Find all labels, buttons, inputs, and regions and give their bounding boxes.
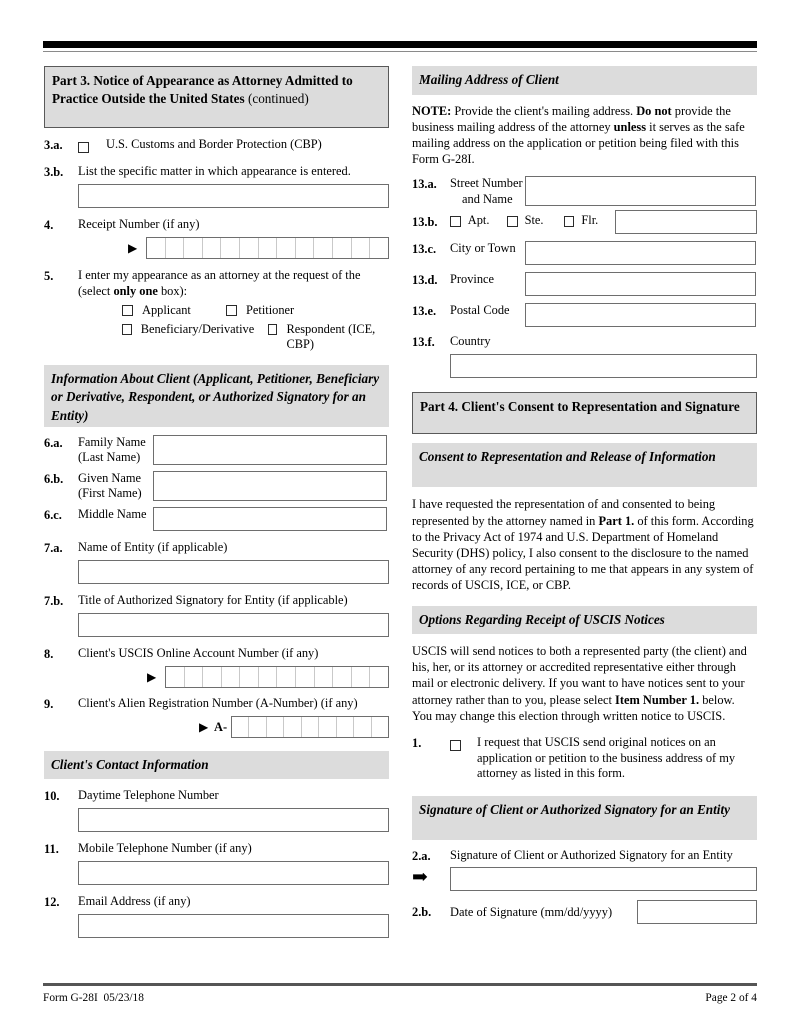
item-2a-number: 2.a. (412, 848, 431, 863)
item-6b-input[interactable] (153, 471, 387, 501)
item-6c-number: 6.c. (44, 507, 62, 522)
item-13f-number: 13.f. (412, 335, 435, 350)
item-6a-label (78, 435, 153, 466)
item-13b-number: 13.b. (412, 215, 438, 230)
checkbox-send-original-notices[interactable] (450, 740, 461, 751)
checkbox-apt[interactable] (450, 216, 461, 227)
item-13b-option-ste: Ste. (524, 213, 544, 228)
consent-body (412, 496, 757, 593)
item-5-label-bold: only one (113, 283, 158, 298)
item-8-input-row (147, 666, 389, 688)
item-3a-label: U.S. Customs and Border Protection (CBP) (106, 137, 322, 151)
item-6b-number: 6.b. (44, 471, 64, 486)
footer (43, 992, 757, 1004)
item-10-row (44, 788, 389, 804)
contact-info-header: Client's Contact Information (44, 751, 389, 780)
item-7a-input[interactable] (78, 560, 389, 584)
item-3b-input[interactable] (78, 184, 389, 208)
note-bold-1: NOTE: (412, 103, 452, 118)
part4-item-1-label: I request that USCIS send original notices on an application or petition to the business address of my attorney as listed in this form. (477, 735, 736, 781)
item-7b-number: 7.b. (44, 593, 64, 608)
part4-item-1-number: 1. (412, 736, 422, 751)
signature-header: Signature of Client or Authorized Signatory for an Entity (412, 796, 757, 840)
item-9-label: Client's Alien Registration Number (A-Number) (if any) (78, 695, 358, 710)
part4-header: Part 4. Client's Consent to Representation and Signature (412, 392, 757, 434)
item-2a-signature-input[interactable] (450, 867, 757, 891)
item-6c-input[interactable] (153, 507, 387, 531)
options-notices-body (412, 643, 757, 724)
item-3a-row (44, 137, 389, 157)
item-13d-row (412, 272, 757, 296)
item-13f-row (412, 334, 757, 350)
item-5-row (44, 268, 389, 299)
note-bold-2: Do not (636, 103, 672, 118)
footer-page-label: Page 2 of 4 (705, 992, 757, 1004)
item-13d-label: Province (450, 272, 495, 287)
item-5-option-applicant: Applicant (142, 303, 191, 317)
item-13b-option-flr: Flr. (581, 213, 599, 228)
item-7a-row (44, 540, 389, 556)
checkbox-cbp[interactable] (78, 142, 89, 153)
item-7a-label: Name of Entity (if applicable) (78, 539, 228, 554)
item-3b-number: 3.b. (44, 165, 64, 179)
footer-form-info (43, 992, 144, 1004)
item-13c-input[interactable] (525, 241, 756, 265)
triangle-arrow-icon-item9: ▶ (199, 719, 209, 734)
item-13a-label-line1: Street Number (450, 176, 523, 191)
item-11-row (44, 841, 389, 857)
item-13e-input[interactable] (525, 303, 756, 327)
item-13a-label (450, 176, 525, 207)
item-7b-label: Title of Authorized Signatory for Entity (if applicable) (78, 592, 348, 607)
item-13c-row (412, 241, 757, 265)
item-2a-row (412, 848, 757, 864)
item-2b-date-input[interactable] (637, 900, 757, 924)
item-5-option-respondent: Respondent (ICE, CBP) (286, 321, 376, 351)
part3-header (44, 66, 389, 128)
item-6c-label: Middle Name (78, 506, 147, 521)
item-7a-number: 7.a. (44, 540, 63, 555)
item-2b-label: Date of Signature (mm/dd/yyyy) (450, 904, 613, 919)
note-text-1: Provide the client's mailing address. (451, 103, 637, 118)
item-9-row (44, 696, 389, 712)
options-notices-header: Options Regarding Receipt of USCIS Notices (412, 606, 757, 635)
item-13f-input[interactable] (450, 354, 757, 378)
item-5-label (78, 268, 383, 299)
item-5-number: 5. (44, 269, 54, 283)
note-text-2: provide the business mailing address of the attorney (412, 103, 731, 134)
checkbox-respondent[interactable] (268, 324, 278, 335)
item-6a-input[interactable] (153, 435, 387, 465)
item-9-alien-number-input[interactable] (231, 716, 389, 738)
checkbox-beneficiary-derivative[interactable] (122, 324, 132, 335)
item-10-label: Daytime Telephone Number (78, 788, 219, 802)
item-5-options-row2 (122, 322, 389, 353)
item-13d-number: 13.d. (412, 273, 438, 288)
mailing-address-note (412, 103, 757, 168)
item-6a-row (44, 435, 389, 466)
footer-rule (43, 983, 757, 986)
consent-header: Consent to Representation and Release of Information (412, 443, 757, 487)
checkbox-petitioner[interactable] (226, 305, 237, 316)
triangle-arrow-icon-item4: ▶ (128, 241, 138, 255)
item-13b-input[interactable] (615, 210, 757, 234)
item-7b-input[interactable] (78, 613, 389, 637)
item-4-label: Receipt Number (if any) (78, 217, 200, 231)
item-13b-row (412, 213, 757, 234)
item-7b-row (44, 593, 389, 609)
item-9-input-row (199, 716, 389, 738)
item-4-input-row (128, 237, 389, 259)
item-6b-label (78, 471, 153, 502)
item-13e-row (412, 303, 757, 327)
item-6a-label-line2: (Last Name) (78, 450, 141, 464)
item-12-number: 12. (44, 895, 60, 909)
item-13a-row (412, 176, 757, 207)
right-column (412, 66, 757, 924)
item-13c-label: City or Town (450, 241, 516, 256)
item-6b-label-line1: Given Name (78, 470, 141, 485)
item-13e-label: Postal Code (450, 303, 510, 318)
item-3a-number: 3.a. (44, 138, 63, 152)
item-13a-number: 13.a. (412, 177, 437, 192)
item-8-number: 8. (44, 646, 54, 661)
item-2b-row (412, 900, 757, 924)
item-9-number: 9. (44, 696, 54, 711)
item-5-options-row1 (122, 303, 389, 319)
item-6b-row (44, 471, 389, 502)
item-13b-option-apt: Apt. (467, 213, 490, 228)
footer-form-date: 05/23/18 (103, 992, 144, 1004)
consent-body-1: I have requested the representation of and consented to being represented by the attorney named in (412, 497, 716, 528)
item-6a-number: 6.a. (44, 435, 63, 450)
item-4-row (44, 217, 389, 233)
item-12-label: Email Address (if any) (78, 894, 191, 908)
client-info-header: Information About Client (Applicant, Petitioner, Beneficiary or Derivative, Respondent, or Authorized Signatory for an Entity) (44, 365, 389, 427)
note-bold-3: unless (613, 119, 647, 134)
note-text-3: it serves as the safe mailing address on the application or petition being filed with this Form G-28I. (412, 119, 745, 167)
item-2b-number: 2.b. (412, 904, 432, 919)
item-10-number: 10. (44, 789, 60, 803)
item-5-label-part2: box): (157, 283, 188, 298)
consent-body-2: of this form. According to the Privacy Act of 1974 and U.S. Department of Homeland Security (DHS) policy, I also consent to the disclosure to the named attorney of any record pertaining to me that appears in any system of records of USCIS, ICE, or CBP. (412, 513, 754, 593)
item-5-option-petitioner: Petitioner (246, 303, 295, 317)
item-4-number: 4. (44, 218, 54, 232)
item-2a-input-row (412, 867, 757, 891)
part3-header-continued: (continued) (247, 90, 309, 106)
item-13d-input[interactable] (525, 272, 756, 296)
item-3b-label: List the specific matter in which appearance is entered. (78, 164, 351, 178)
item-11-number: 11. (44, 842, 59, 856)
item-8-label: Client's USCIS Online Account Number (if any) (78, 645, 319, 660)
item-4-receipt-number-input[interactable] (146, 237, 389, 259)
item-13c-number: 13.c. (412, 242, 437, 257)
footer-form-id: Form G-28I (43, 992, 98, 1004)
top-rule-thin (43, 51, 757, 52)
item-2a-label: Signature of Client or Authorized Signatory for an Entity (450, 847, 733, 862)
top-rule-thick (43, 41, 757, 48)
options-body-1: USCIS will send notices to both a represented party (the client) and his, her, or its attorney or accredited representative either through mail or electronic delivery. If you want to have notices sent to your attorney rather than to you, please select (412, 644, 747, 707)
item-8-uscis-account-input[interactable] (165, 666, 389, 688)
consent-body-bold: Part 1. (598, 513, 635, 528)
part3-header-title: Part 3. Notice of Appearance as Attorney Admitted to Practice Outside the United States (52, 73, 353, 106)
options-body-bold: Item Number 1. (615, 692, 700, 707)
item-13a-label-line2: and Name (462, 191, 513, 206)
item-11-label: Mobile Telephone Number (if any) (78, 841, 252, 855)
item-3b-row (44, 164, 389, 180)
item-6a-label-line1: Family Name (78, 434, 146, 449)
part4-item-1-row (412, 735, 757, 782)
checkbox-ste[interactable] (507, 216, 518, 227)
item-13a-input[interactable] (525, 176, 756, 206)
options-body-2: below. You may change this election through written notice to USCIS. (412, 692, 735, 723)
mailing-address-header: Mailing Address of Client (412, 66, 757, 95)
checkbox-applicant[interactable] (122, 305, 133, 316)
item-13e-number: 13.e. (412, 304, 437, 319)
item-8-row (44, 646, 389, 662)
item-5-label-part1: I enter my appearance as an attorney at the request of the (select (78, 268, 361, 298)
item-12-input[interactable] (78, 914, 389, 938)
item-6c-row (44, 507, 389, 531)
triangle-arrow-icon-item8: ▶ (147, 669, 157, 684)
item-10-input[interactable] (78, 808, 389, 832)
item-9-a-prefix: A- (214, 719, 228, 734)
item-12-row (44, 894, 389, 910)
item-11-input[interactable] (78, 861, 389, 885)
left-column (44, 66, 389, 938)
checkbox-flr[interactable] (564, 216, 575, 227)
item-5-option-beneficiary: Beneficiary/Derivative (140, 321, 255, 336)
item-6b-label-line2: (First Name) (78, 486, 142, 500)
item-13f-label: Country (450, 334, 491, 349)
fat-arrow-icon-signature: ➡ (412, 866, 428, 888)
